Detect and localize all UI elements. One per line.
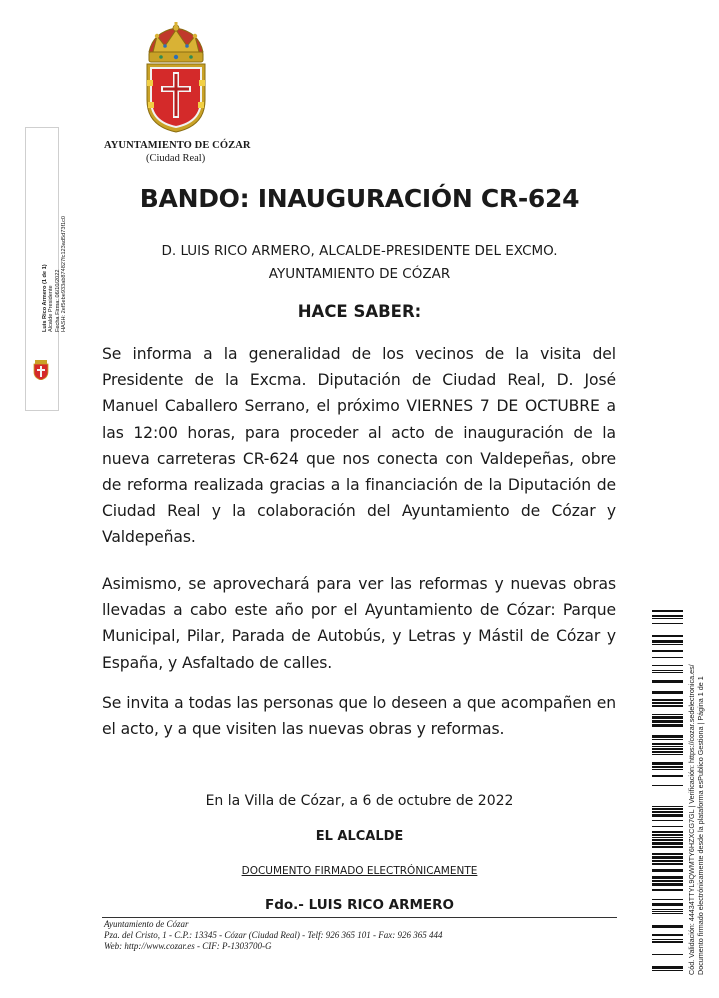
signer-name: Fdo.- LUIS RICO ARMERO (265, 897, 454, 913)
body-paragraph-2: Asimismo, se aprovechará para ver las reformas y nuevas obras llevadas a cabo este año por el Ayuntamiento de Cózar: Parque Municipal, Pilar, Parada de Autobús, y Letras y Mástil de Cózar y España, y Asfaltado de calles. (102, 575, 616, 672)
footer-line-3: Web: http://www.cozar.es - CIF: P-1303700-G (104, 941, 272, 951)
validation-line-2: Documento firmado electrónicamente desde la plataforma esPublico Gestiona | Página 1 de 1 (696, 676, 705, 975)
body-paragraph-3: Se invita a todas las personas que lo deseen a que acompañen en el acto, y a que visiten las nuevas obras y reformas. (102, 694, 616, 739)
organization-name: AYUNTAMIENTO DE CÓZAR (104, 140, 251, 151)
signature-stamp-text (42, 202, 68, 332)
issuer-heading (0, 240, 719, 286)
issuer-line-2: AYUNTAMIENTO DE CÓZAR (268, 266, 451, 282)
signer-role: EL ALCALDE (315, 829, 404, 844)
body-paragraph-1: Se informa a la generalidad de los vecinos de la visita del Presidente de la Excma. Diputación de Ciudad Real, D. José Manuel Caballero Serrano, el próximo VIERNES 7 DE OCTUBRE a las 12:00 horas, para proceder al acto de inauguración de la nueva carreteras CR-624 que nos conecta con Valdepeñas, obre de reforma realizada gracias a la financiación de la Diputación de Ciudad Real y la colaboración del Ayuntamiento de Cózar y Valdepeñas. (102, 345, 616, 547)
place-and-date: En la Villa de Cózar, a 6 de octubre de 2022 (205, 793, 514, 809)
barcode (652, 610, 683, 972)
coat-of-arms-logo (143, 22, 209, 134)
issuer-line-1: D. LUIS RICO ARMERO, ALCALDE-PRESIDENTE DEL EXCMO. (161, 243, 558, 259)
footer-address (104, 919, 443, 952)
footer-divider (102, 917, 617, 918)
footer-line-1: Ayuntamiento de Cózar (104, 919, 189, 929)
stamp-line-2: Alcalde Presidente (48, 285, 55, 332)
page-title: BANDO: INAUGURACIÓN CR-624 (139, 184, 580, 213)
validation-line-1: Cód. Validación: 44434TTYL9QWMTY6HZXCG7GL | Verificación: https://cozar.sedelectronica.es/ (687, 664, 696, 975)
footer-line-2: Pza. del Cristo, 1 - C.P.: 13345 - Cózar (Ciudad Real) - Telf: 926 365 101 - Fax: 926 365 444 (104, 930, 443, 940)
stamp-line-3: Fecha Firma: 06/10/2022 (54, 269, 61, 332)
validation-text (687, 645, 705, 975)
organization-province: (Ciudad Real) (146, 153, 206, 164)
electronic-signature-note: DOCUMENTO FIRMADO ELECTRÓNICAMENTE (241, 865, 478, 877)
stamp-line-4: HASH: 2ef5ebe933ab874827fc123ad5d73f1c0 (61, 215, 68, 332)
stamp-line-1: Luis Rico Armero (1 de 1) (42, 264, 48, 332)
hace-saber-heading: HACE SABER: (297, 302, 422, 321)
seal-icon (30, 360, 52, 380)
